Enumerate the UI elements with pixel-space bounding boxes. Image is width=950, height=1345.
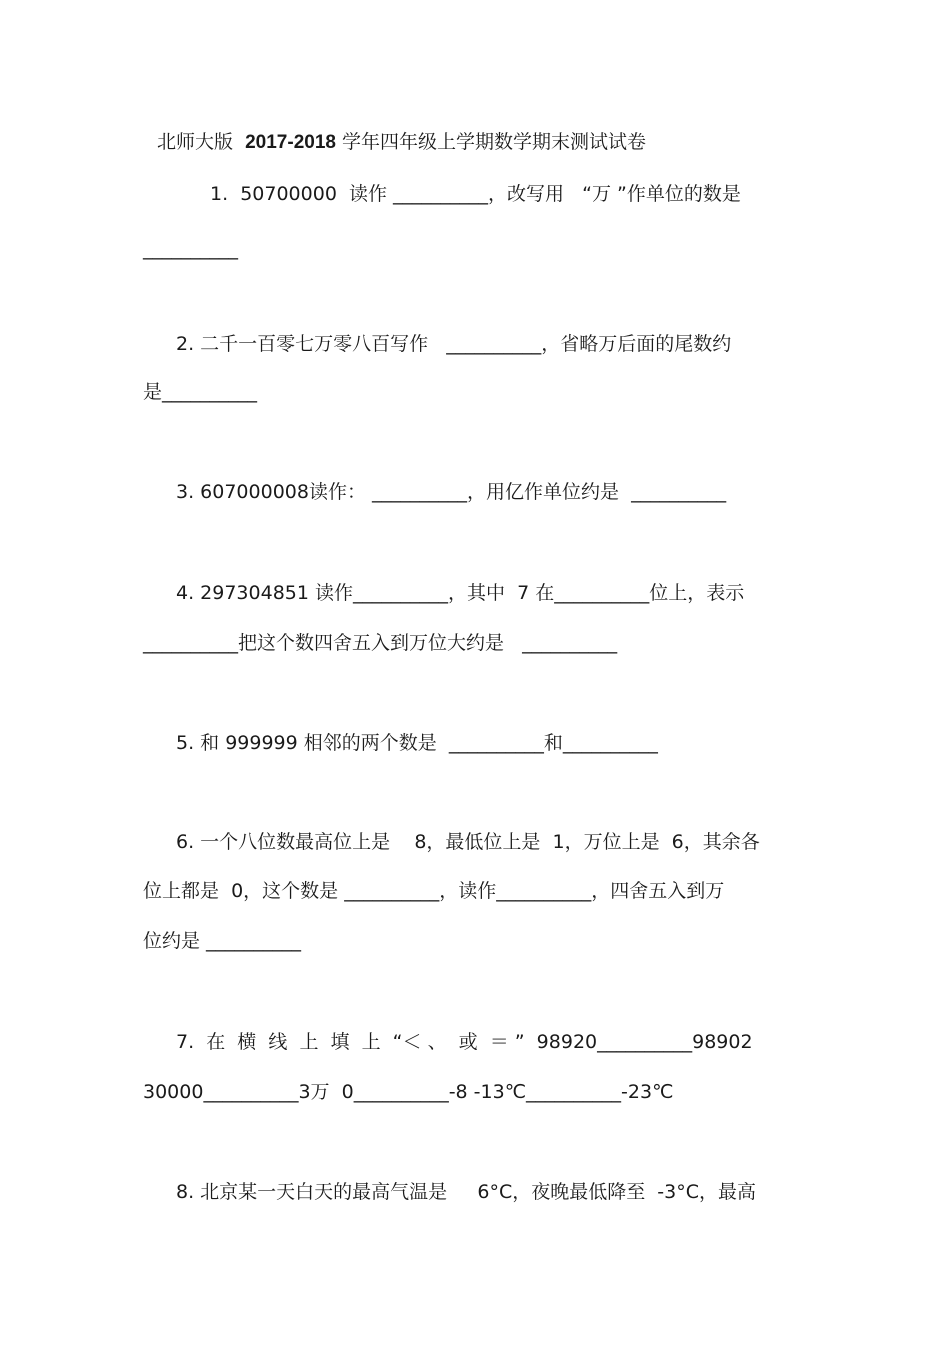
question-7-line-1: 7. 在 横 线 上 填 上 “＜ 、 或 ＝ ” 98920__________98902: [176, 1031, 753, 1053]
question-2-line-2: 是__________: [143, 381, 258, 403]
question-1-line-2: __________: [143, 238, 238, 260]
question-6-line-3: 位约是 __________: [143, 930, 302, 952]
question-6-line-2: 位上都是 0，这个数是 __________，读作__________，四舍五入到万: [143, 880, 725, 902]
title-year: 2017-2018: [245, 132, 336, 153]
title-prefix: 北师大版: [157, 131, 234, 153]
question-1-line-1: 1. 50700000 读作 __________，改写用 “万 ”作单位的数是: [210, 183, 741, 205]
question-4-line-1: 4. 297304851 读作__________，其中 7 在__________位上，表示: [176, 582, 745, 604]
question-3-line-1: 3. 607000008读作： __________，用亿作单位约是 __________: [176, 481, 727, 503]
question-8-line-1: 8. 北京某一天白天的最高气温是 6°C，夜晚最低降至 -3°C，最高: [176, 1181, 757, 1203]
question-5-line-1: 5. 和 999999 相邻的两个数是 __________和__________: [176, 732, 658, 754]
question-7-line-2: 30000__________3万 0__________-8 -13℃__________-23℃: [143, 1081, 674, 1103]
title-suffix: 学年四年级上学期数学期末测试试卷: [342, 131, 647, 153]
question-6-line-1: 6. 一个八位数最高位上是 8，最低位上是 1，万位上是 6，其余各: [176, 831, 760, 853]
question-2-line-1: 2. 二千一百零七万零八百写作 __________，省略万后面的尾数约: [176, 333, 732, 355]
question-4-line-2: __________把这个数四舍五入到万位大约是 __________: [143, 632, 618, 654]
document-title: [157, 130, 646, 155]
